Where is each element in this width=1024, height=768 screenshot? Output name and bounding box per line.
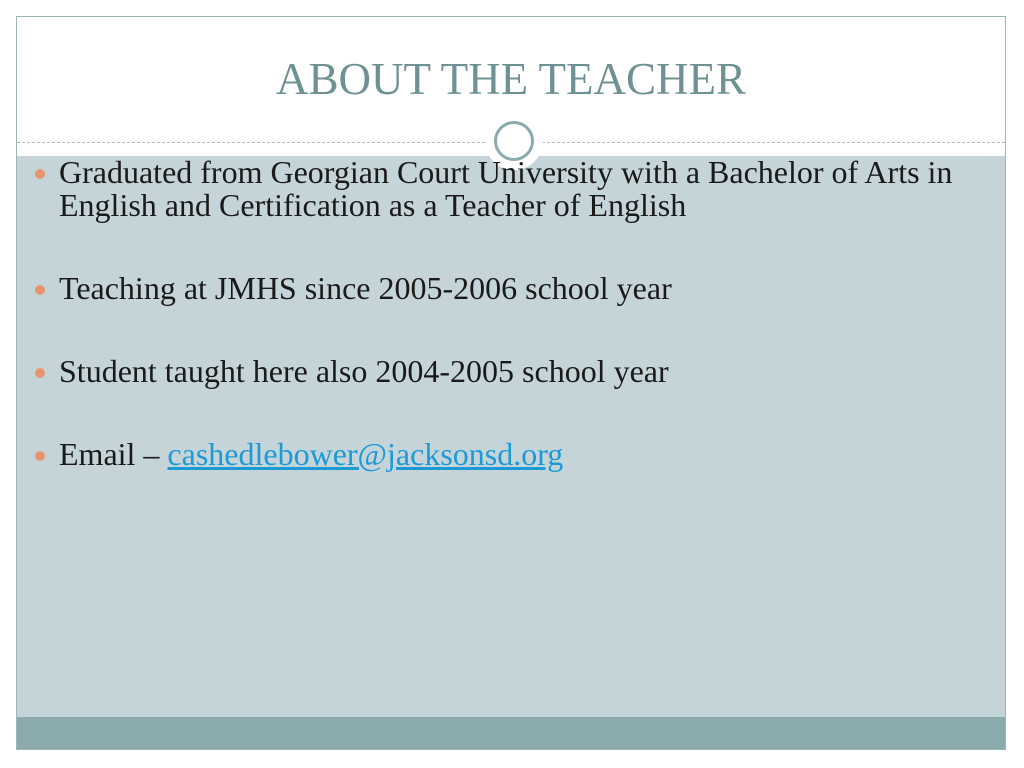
email-label: Email –	[59, 436, 168, 472]
bullet-dot-icon	[35, 451, 45, 461]
bullet-dot-icon	[35, 169, 45, 179]
bullet-item-email	[32, 438, 972, 471]
footer-bar	[17, 717, 1005, 750]
bullet-item-teaching	[32, 272, 972, 305]
email-link[interactable]: cashedlebower@jacksonsd.org	[167, 436, 564, 472]
bullet-list	[32, 156, 972, 471]
bullet-dot-icon	[35, 285, 45, 295]
bullet-text: Student taught here also 2004-2005 school year	[59, 353, 669, 389]
bullet-text: Teaching at JMHS since 2005-2006 school year	[59, 270, 672, 306]
bullet-item-education	[32, 156, 972, 222]
bullet-dot-icon	[35, 368, 45, 378]
bullet-text: Graduated from Georgian Court University with a Bachelor of Arts in English and Certification as a Teacher of English	[59, 154, 953, 223]
slide-title: ABOUT THE TEACHER	[275, 54, 747, 104]
bullet-item-student-teaching	[32, 355, 972, 388]
